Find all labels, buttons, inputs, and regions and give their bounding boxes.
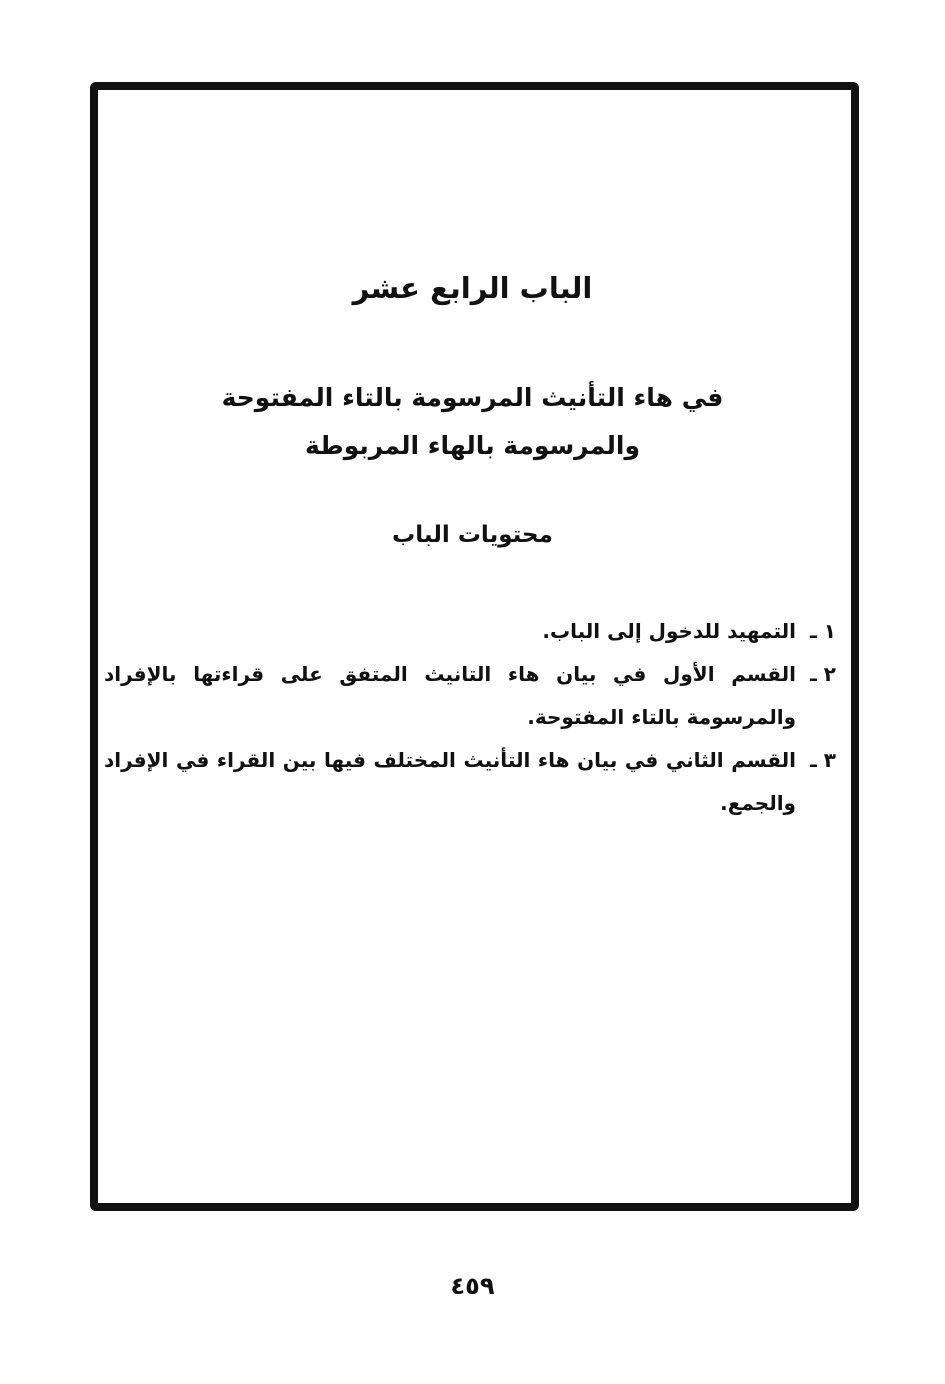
- chapter-title: الباب الرابع عشر: [352, 271, 593, 305]
- chapter-subject: [0, 374, 945, 470]
- contents-item: [104, 739, 836, 825]
- contents-item-text: القسم الأول في بيان هاء التانيث المتفق على قراءتها بالإفراد والمرسومة بالتاء المفتوحة.: [104, 662, 796, 729]
- contents-heading: محتويات الباب: [392, 522, 553, 548]
- contents-item-number: ٣ ـ: [809, 748, 836, 772]
- contents-item-text: القسم الثاني في بيان هاء التأنيث المختلف فيها بين القراء في الإفراد والجمع.: [104, 748, 796, 815]
- contents-item-text: التمهيد للدخول إلى الباب.: [542, 619, 796, 643]
- contents-item-number: ٢ ـ: [809, 662, 836, 686]
- page-number: ٤٥٩: [450, 1272, 495, 1300]
- subject-line-2: والمرسومة بالهاء المربوطة: [305, 431, 640, 460]
- subject-line-1: في هاء التأنيث المرسومة بالتاء المفتوحة: [221, 383, 724, 412]
- contents-item-number: ١ ـ: [809, 619, 836, 643]
- contents-item: [104, 610, 836, 653]
- contents-item: [104, 653, 836, 739]
- contents-list: [104, 610, 836, 825]
